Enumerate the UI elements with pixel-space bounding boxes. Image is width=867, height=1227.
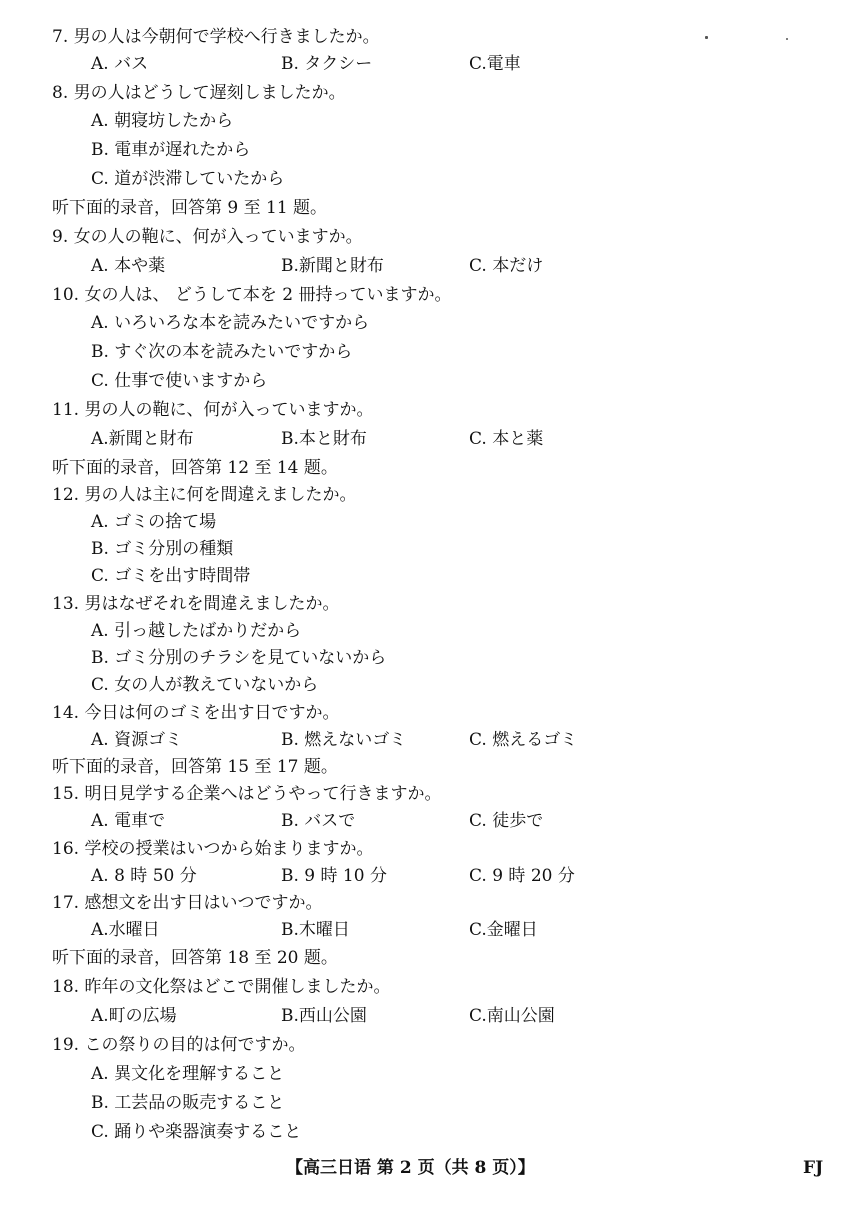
question-8 bbox=[0, 80, 867, 107]
question-text: 12. 男の人は主に何を間違えましたか。 bbox=[52, 485, 357, 505]
question-text: 16. 学校の授業はいつから始まりますか。 bbox=[52, 839, 374, 859]
option-a: A. 本や薬 bbox=[91, 256, 166, 276]
scan-speck bbox=[786, 38, 788, 40]
question-text: 7. 男の人は今朝何で学校へ行きましたか。 bbox=[52, 27, 380, 47]
question-13-option-c bbox=[0, 672, 867, 699]
section-text: 听下面的录音，回答第 9 至 11 题。 bbox=[52, 198, 328, 218]
question-19-option-b bbox=[0, 1090, 867, 1117]
question-12-option-c bbox=[0, 563, 867, 590]
option-a: A. 朝寝坊したから bbox=[91, 111, 234, 131]
question-13-option-b bbox=[0, 645, 867, 672]
section-heading-18-20 bbox=[0, 945, 867, 972]
option-a: A. 異文化を理解すること bbox=[91, 1064, 285, 1084]
option-c: C. 仕事で使いますから bbox=[91, 371, 268, 391]
option-b: B.新聞と財布 bbox=[281, 256, 384, 276]
option-a: A. 引っ越したばかりだから bbox=[91, 621, 302, 641]
option-a: A.新聞と財布 bbox=[91, 429, 194, 449]
question-10-option-a bbox=[0, 310, 867, 337]
question-7-options bbox=[0, 51, 867, 78]
question-14-options bbox=[0, 727, 867, 754]
section-text: 听下面的录音，回答第 15 至 17 题。 bbox=[52, 757, 338, 777]
option-a: A. いろいろな本を読みたいですから bbox=[91, 313, 370, 333]
option-c: C. 道が渋滞していたから bbox=[91, 169, 285, 189]
option-a: A.水曜日 bbox=[91, 920, 160, 940]
question-11 bbox=[0, 397, 867, 424]
option-c: C. 女の人が教えていないから bbox=[91, 675, 319, 695]
question-18-options bbox=[0, 1003, 867, 1030]
question-text: 18. 昨年の文化祭はどこで開催しましたか。 bbox=[52, 977, 391, 997]
option-c: C. 本と薬 bbox=[469, 429, 544, 449]
option-c: C. 徒歩で bbox=[469, 811, 544, 831]
option-b: B.西山公園 bbox=[281, 1006, 367, 1026]
question-13-option-a bbox=[0, 618, 867, 645]
section-text: 听下面的录音，回答第 18 至 20 题。 bbox=[52, 948, 338, 968]
option-b: B. 燃えないゴミ bbox=[281, 730, 407, 750]
question-19-option-a bbox=[0, 1061, 867, 1088]
question-text: 14. 今日は何のゴミを出す日ですか。 bbox=[52, 703, 340, 723]
question-text: 8. 男の人はどうして遅刻しましたか。 bbox=[52, 83, 346, 103]
question-8-option-a bbox=[0, 108, 867, 135]
option-b: B. タクシー bbox=[281, 54, 373, 74]
option-b: B. バスで bbox=[281, 811, 356, 831]
question-19-option-c bbox=[0, 1119, 867, 1146]
question-text: 19. この祭りの目的は何ですか。 bbox=[52, 1035, 306, 1055]
option-a: A. バス bbox=[91, 54, 149, 74]
footer-code: FJ bbox=[803, 1158, 824, 1178]
option-c: C. ゴミを出す時間帯 bbox=[91, 566, 251, 586]
question-8-option-c bbox=[0, 166, 867, 193]
option-c: C.南山公園 bbox=[469, 1006, 555, 1026]
footer-page-number: 【高三日语 第 2 页（共 8 页）】 bbox=[286, 1158, 535, 1178]
option-c: C. 本だけ bbox=[469, 256, 544, 276]
question-text: 15. 明日見学する企業へはどうやって行きますか。 bbox=[52, 784, 442, 804]
question-text: 10. 女の人は、 どうして本を 2 冊持っていますか。 bbox=[52, 285, 452, 305]
question-15 bbox=[0, 781, 867, 808]
option-c: C. 9 時 20 分 bbox=[469, 866, 575, 886]
question-12 bbox=[0, 482, 867, 509]
option-c: C.金曜日 bbox=[469, 920, 538, 940]
option-b: B. 工芸品の販売すること bbox=[91, 1093, 285, 1113]
question-7 bbox=[0, 24, 867, 51]
question-text: 17. 感想文を出す日はいつですか。 bbox=[52, 893, 323, 913]
question-text: 9. 女の人の鞄に、何が入っていますか。 bbox=[52, 227, 363, 247]
question-text: 13. 男はなぜそれを間違えましたか。 bbox=[52, 594, 340, 614]
question-10 bbox=[0, 282, 867, 309]
question-12-option-a bbox=[0, 509, 867, 536]
option-a: A. 資源ゴミ bbox=[91, 730, 183, 750]
option-b: B.木曜日 bbox=[281, 920, 350, 940]
option-c: C. 燃えるゴミ bbox=[469, 730, 578, 750]
option-b: B. 9 時 10 分 bbox=[281, 866, 387, 886]
question-16-options bbox=[0, 863, 867, 890]
question-13 bbox=[0, 591, 867, 618]
option-a: A. ゴミの捨て場 bbox=[91, 512, 217, 532]
question-10-option-c bbox=[0, 368, 867, 395]
option-a: A. 8 時 50 分 bbox=[91, 866, 197, 886]
option-b: B. すぐ次の本を読みたいですから bbox=[91, 342, 353, 362]
option-c: C. 踊りや楽器演奏すること bbox=[91, 1122, 302, 1142]
question-11-options bbox=[0, 426, 867, 453]
question-14 bbox=[0, 700, 867, 727]
option-b: B. ゴミ分別の種類 bbox=[91, 539, 234, 559]
section-text: 听下面的录音，回答第 12 至 14 题。 bbox=[52, 458, 338, 478]
question-9-options bbox=[0, 253, 867, 280]
question-19 bbox=[0, 1032, 867, 1059]
question-9 bbox=[0, 224, 867, 251]
option-a: A. 電車で bbox=[91, 811, 166, 831]
option-a: A.町の広場 bbox=[91, 1006, 177, 1026]
question-18 bbox=[0, 974, 867, 1001]
question-17 bbox=[0, 890, 867, 917]
question-17-options bbox=[0, 917, 867, 944]
section-heading-12-14 bbox=[0, 455, 867, 482]
page-footer bbox=[0, 1154, 867, 1182]
question-10-option-b bbox=[0, 339, 867, 366]
option-c: C.電車 bbox=[469, 54, 521, 74]
question-text: 11. 男の人の鞄に、何が入っていますか。 bbox=[52, 400, 374, 420]
scan-speck bbox=[705, 36, 708, 39]
question-15-options bbox=[0, 808, 867, 835]
question-16 bbox=[0, 836, 867, 863]
option-b: B.本と財布 bbox=[281, 429, 367, 449]
option-b: B. ゴミ分別のチラシを見ていないから bbox=[91, 648, 387, 668]
option-b: B. 電車が遅れたから bbox=[91, 140, 251, 160]
section-heading-9-11 bbox=[0, 195, 867, 222]
section-heading-15-17 bbox=[0, 754, 867, 781]
question-12-option-b bbox=[0, 536, 867, 563]
question-8-option-b bbox=[0, 137, 867, 164]
